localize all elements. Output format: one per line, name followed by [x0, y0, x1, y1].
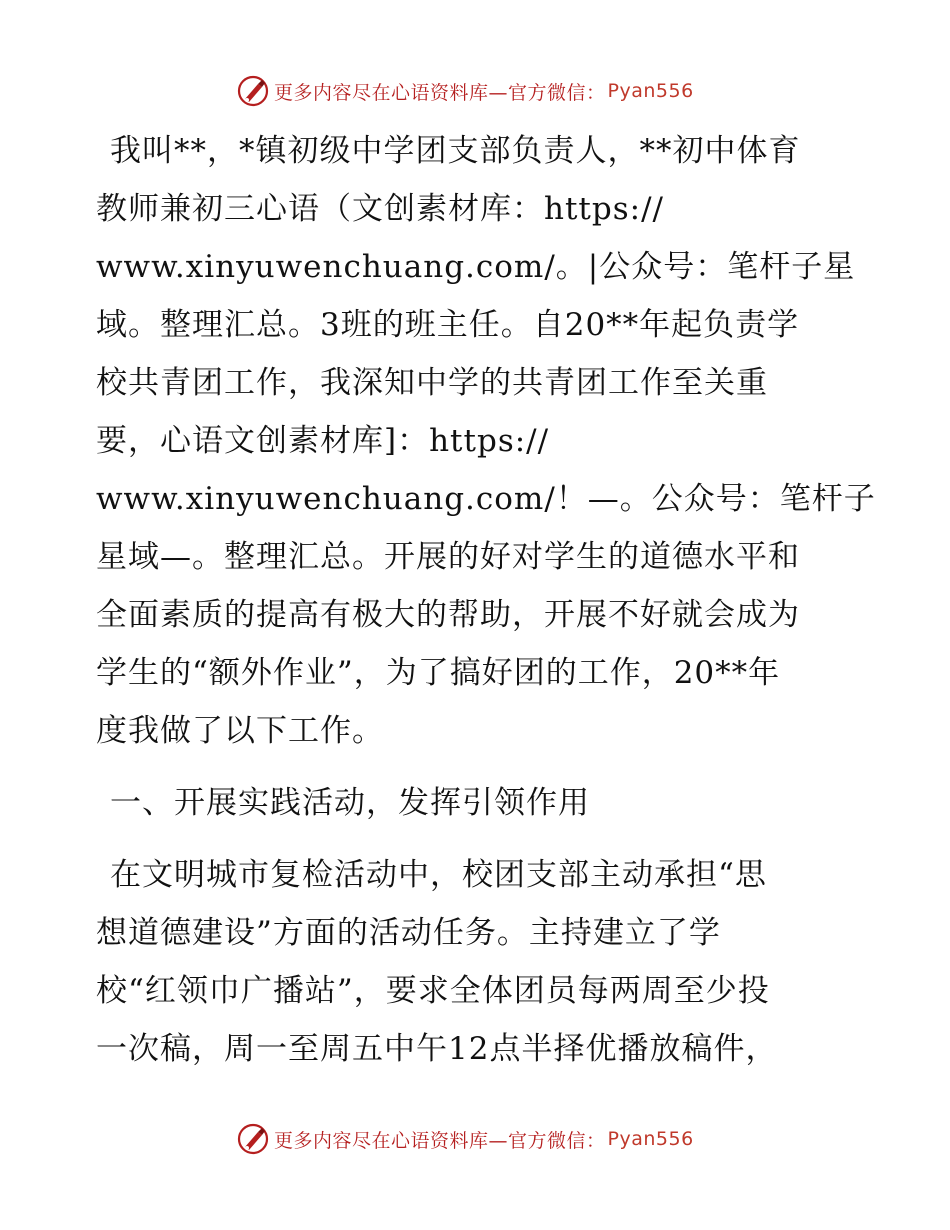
text-line: 我叫**，*镇初级中学团支部负责人，**初中体育 — [110, 133, 801, 169]
text-line: 全面素质的提高有极大的帮助，开展不好就会成为 — [96, 597, 800, 633]
text-line: 教师兼初三心语（文创素材库：https:// — [96, 191, 664, 227]
watermark-header — [236, 74, 694, 108]
pen-logo-icon — [236, 1122, 270, 1156]
section-heading — [96, 774, 856, 832]
heading-line: 一、开展实践活动，发挥引领作用 — [110, 785, 590, 821]
watermark-text: 更多内容尽在心语资料库—官方微信： — [274, 1129, 606, 1152]
watermark-footer — [236, 1122, 694, 1156]
text-line: 学生的“额外作业”，为了搞好团的工作，20**年 — [96, 655, 781, 691]
text-line: 想道德建设”方面的活动任务。主持建立了学 — [96, 915, 721, 951]
text-line: 校“红领巾广播站”，要求全体团员每两周至少投 — [96, 973, 770, 1009]
text-line: 一次稿，周一至周五中午12点半择优播放稿件， — [96, 1031, 778, 1067]
document-body — [96, 122, 876, 1078]
watermark-text: 更多内容尽在心语资料库—官方微信： — [274, 81, 606, 104]
watermark-wechat-id: Pyan556 — [607, 80, 694, 102]
text-line: 校共青团工作，我深知中学的共青团工作至关重 — [96, 365, 768, 401]
intro-paragraph — [96, 122, 876, 760]
text-line: www.xinyuwenchuang.com/。|公众号：笔杆子星 — [96, 249, 856, 285]
pen-logo-icon — [236, 74, 270, 108]
text-line: 星域—。整理汇总。开展的好对学生的道德水平和 — [96, 539, 800, 575]
watermark-wechat-id: Pyan556 — [607, 1128, 694, 1150]
text-line: 要，心语文创素材库]：https:// — [96, 423, 550, 459]
text-line: www.xinyuwenchuang.com/！—。公众号：笔杆子 — [96, 481, 876, 517]
text-line: 域。整理汇总。3班的班主任。自20**年起负责学 — [96, 307, 800, 343]
text-line: 度我做了以下工作。 — [96, 713, 384, 749]
body-paragraph — [96, 846, 856, 1078]
text-line: 在文明城市复检活动中，校团支部主动承担“思 — [110, 857, 767, 893]
